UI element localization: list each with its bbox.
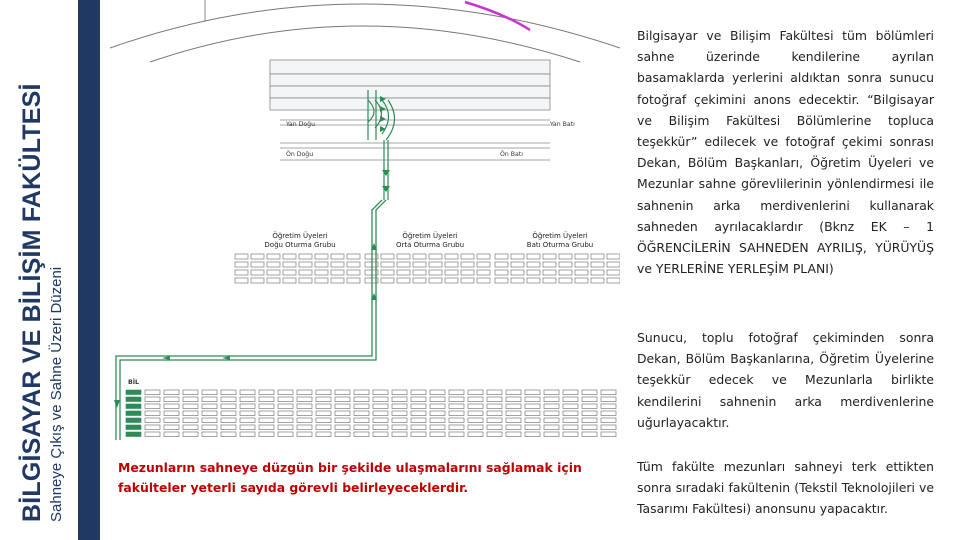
group-west-line1: Öğretim Üyeleri bbox=[532, 232, 588, 240]
group-east-line1: Öğretim Üyeleri bbox=[272, 232, 328, 240]
seat-block bbox=[164, 425, 179, 430]
seat-block bbox=[449, 404, 464, 409]
seat-block bbox=[506, 432, 521, 437]
seat-block bbox=[468, 390, 483, 395]
seat-block bbox=[607, 262, 620, 267]
seat-block bbox=[575, 254, 588, 259]
seat-block bbox=[297, 418, 312, 423]
seat-block bbox=[582, 411, 597, 416]
seat-block bbox=[299, 278, 312, 283]
group-west-line2: Batı Oturma Grubu bbox=[526, 241, 594, 249]
seat-block bbox=[278, 411, 293, 416]
seat-block bbox=[202, 411, 217, 416]
seat-block bbox=[373, 404, 388, 409]
label-yan-dogu: Yan Doğu bbox=[286, 121, 316, 128]
seat-block bbox=[543, 254, 556, 259]
seat-block bbox=[183, 397, 198, 402]
seat-block bbox=[582, 390, 597, 395]
paragraph-next-faculty: Tüm fakülte mezunları sahneyi terk ettikten sonra sıradaki fakültenin (Tekstil Teknolojileri ve Tasarımı Fakültesi) anonsunu yapacaktır. bbox=[637, 459, 934, 517]
staff-note: Mezunların sahneye düzgün bir şekilde ulaşmalarını sağlamak için fakülteler yeterli sayıda görevli belirleyeceklerdir. bbox=[118, 460, 582, 495]
seat-block bbox=[145, 411, 160, 416]
seat-block bbox=[240, 397, 255, 402]
seat-block bbox=[183, 418, 198, 423]
seat-block bbox=[449, 432, 464, 437]
seat-block bbox=[544, 418, 559, 423]
seat-block bbox=[381, 278, 394, 283]
seat-block bbox=[511, 270, 524, 275]
seat-block bbox=[267, 270, 280, 275]
seat-block bbox=[525, 411, 540, 416]
seat-block bbox=[221, 418, 236, 423]
seat-block bbox=[607, 278, 620, 283]
seat-block bbox=[235, 270, 248, 275]
seat-block bbox=[601, 397, 616, 402]
seat-block bbox=[316, 418, 331, 423]
seat-block bbox=[544, 432, 559, 437]
seat-block bbox=[297, 411, 312, 416]
seat-block bbox=[601, 418, 616, 423]
seat-block bbox=[392, 397, 407, 402]
seat-block bbox=[495, 270, 508, 275]
seat-block bbox=[575, 278, 588, 283]
seat-block bbox=[449, 418, 464, 423]
seat-block bbox=[259, 404, 274, 409]
page-subtitle: Sahneye Çıkış ve Sahne Üzeri Düzeni bbox=[48, 266, 65, 522]
seat-block bbox=[487, 404, 502, 409]
seat-block bbox=[477, 278, 490, 283]
seat-block bbox=[251, 270, 264, 275]
seat-block bbox=[183, 390, 198, 395]
seat-block bbox=[461, 262, 474, 267]
paragraph-thanks: Sunucu, toplu fotoğraf çekiminden sonra Dekan, Bölüm Başkanlarına, Öğretim Üyelerine teşekkür edecek ve Mezunlarla birlikte kendilerini sahnenin arka merdivenlerine uğurlayacaktır. bbox=[637, 330, 934, 430]
seat-block bbox=[487, 425, 502, 430]
seat-block bbox=[347, 270, 360, 275]
seat-block bbox=[240, 411, 255, 416]
seat-block bbox=[202, 397, 217, 402]
seat-block bbox=[582, 404, 597, 409]
seat-block bbox=[392, 418, 407, 423]
seat-block bbox=[373, 390, 388, 395]
seat-block bbox=[202, 418, 217, 423]
seat-block bbox=[335, 404, 350, 409]
seat-block bbox=[506, 397, 521, 402]
faculty-tag: BİL bbox=[128, 379, 139, 386]
seat-block bbox=[202, 425, 217, 430]
seat-block bbox=[373, 397, 388, 402]
seat-block bbox=[468, 418, 483, 423]
seat-block bbox=[430, 432, 445, 437]
seat-block bbox=[240, 404, 255, 409]
seat-block bbox=[468, 404, 483, 409]
seat-block bbox=[506, 390, 521, 395]
seat-block bbox=[413, 278, 426, 283]
faculty-title: BİLGİSAYAR VE BİLİŞİM FAKÜLTESİ bbox=[18, 83, 46, 522]
seat-block bbox=[316, 397, 331, 402]
seat-block bbox=[392, 411, 407, 416]
seat-block bbox=[449, 397, 464, 402]
seat-block bbox=[591, 262, 604, 267]
seat-block bbox=[164, 411, 179, 416]
seat-block bbox=[392, 425, 407, 430]
sidebar-accent-band bbox=[78, 0, 100, 540]
seat-block bbox=[477, 254, 490, 259]
seat-block bbox=[202, 404, 217, 409]
seat-block-faculty bbox=[126, 411, 141, 416]
seat-block bbox=[468, 432, 483, 437]
seat-block bbox=[183, 411, 198, 416]
seat-block bbox=[468, 425, 483, 430]
seat-block bbox=[445, 262, 458, 267]
seat-block bbox=[487, 418, 502, 423]
seat-block bbox=[354, 418, 369, 423]
seat-block bbox=[145, 425, 160, 430]
route-main-arrows bbox=[114, 243, 377, 408]
seat-block bbox=[607, 270, 620, 275]
seat-block bbox=[397, 254, 410, 259]
seat-block bbox=[575, 262, 588, 267]
paragraph-stage-photo: Bilgisayar ve Bilişim Fakültesi tüm bölümleri sahne üzerinde kendilerine ayrılan basamaklarda yerlerini aldıktan sonra sunucu fotoğraf çekimini anons edecektir. “Bilgisayar ve Bilişim Fakültesi Bölümlerine topluca teşekkür” edilecek ve fotoğraf çekimi sonrası Dekan, Bölüm Başkanları, Öğretim Üyeleri ve Mezunlar sahne görevlilerinin yönlendirmesi ile sahnenin arka merdivenlerini kullanarak sahneden ayrılacaklardır (Bknz EK – 1 ÖĞRENCİLERİN SAHNEDEN AYRILIŞ, YÜRÜYÜŞ ve YERLERİNE YERLEŞİM PLANI) bbox=[637, 28, 934, 277]
seat-block bbox=[468, 397, 483, 402]
seat-block bbox=[297, 425, 312, 430]
seat-block bbox=[331, 262, 344, 267]
seat-block bbox=[315, 270, 328, 275]
seat-block bbox=[461, 278, 474, 283]
seat-block bbox=[221, 425, 236, 430]
seat-block bbox=[563, 404, 578, 409]
label-on-dogu: Ön Doğu bbox=[286, 151, 314, 158]
seat-block bbox=[506, 418, 521, 423]
seat-block bbox=[183, 432, 198, 437]
seat-block bbox=[411, 425, 426, 430]
seat-block bbox=[297, 397, 312, 402]
group-mid-line2: Orta Oturma Grubu bbox=[395, 241, 465, 249]
seat-block bbox=[601, 411, 616, 416]
seat-block bbox=[331, 254, 344, 259]
seat-block bbox=[183, 404, 198, 409]
seat-block bbox=[164, 404, 179, 409]
seat-block bbox=[335, 425, 350, 430]
seat-block bbox=[315, 278, 328, 283]
seat-block bbox=[392, 390, 407, 395]
seat-block bbox=[506, 411, 521, 416]
stage-layout-diagram bbox=[110, 0, 620, 445]
seat-block bbox=[299, 270, 312, 275]
seat-block bbox=[607, 254, 620, 259]
seat-block bbox=[251, 262, 264, 267]
seat-block bbox=[145, 390, 160, 395]
seat-block bbox=[354, 411, 369, 416]
seat-block bbox=[525, 432, 540, 437]
seat-block bbox=[331, 278, 344, 283]
seat-block bbox=[278, 432, 293, 437]
seat-block bbox=[495, 278, 508, 283]
seat-block bbox=[430, 390, 445, 395]
seat-block bbox=[221, 397, 236, 402]
label-yan-bati: Yan Batı bbox=[550, 121, 575, 128]
seat-block bbox=[525, 418, 540, 423]
seat-block bbox=[544, 411, 559, 416]
seat-block bbox=[221, 390, 236, 395]
seat-block bbox=[601, 404, 616, 409]
seat-block bbox=[278, 425, 293, 430]
seat-block bbox=[511, 262, 524, 267]
seat-block bbox=[413, 254, 426, 259]
seat-block bbox=[235, 262, 248, 267]
seat-block bbox=[413, 262, 426, 267]
seat-block bbox=[445, 270, 458, 275]
seat-block bbox=[563, 418, 578, 423]
seat-block bbox=[221, 411, 236, 416]
seat-block bbox=[283, 270, 296, 275]
seating-lower bbox=[126, 390, 616, 437]
seat-block bbox=[316, 404, 331, 409]
group-mid-line1: Öğretim Üyeleri bbox=[402, 232, 458, 240]
seat-block bbox=[202, 432, 217, 437]
seat-block bbox=[267, 254, 280, 259]
seat-block bbox=[299, 254, 312, 259]
seat-block bbox=[525, 397, 540, 402]
seat-block bbox=[235, 278, 248, 283]
seat-block bbox=[145, 397, 160, 402]
seat-block bbox=[315, 262, 328, 267]
seat-block bbox=[430, 397, 445, 402]
seat-block bbox=[461, 270, 474, 275]
seat-block bbox=[259, 411, 274, 416]
seat-block bbox=[559, 254, 572, 259]
seat-block bbox=[240, 418, 255, 423]
seat-block bbox=[373, 432, 388, 437]
seat-block bbox=[164, 418, 179, 423]
seat-block bbox=[582, 418, 597, 423]
seat-block bbox=[381, 254, 394, 259]
seat-block bbox=[354, 397, 369, 402]
seat-block bbox=[259, 390, 274, 395]
seat-block bbox=[240, 432, 255, 437]
seat-block bbox=[411, 390, 426, 395]
group-east-line2: Doğu Oturma Grubu bbox=[264, 241, 336, 249]
seat-block bbox=[283, 262, 296, 267]
seat-block bbox=[392, 432, 407, 437]
seat-block bbox=[240, 390, 255, 395]
seat-block bbox=[543, 270, 556, 275]
seat-block bbox=[335, 411, 350, 416]
seat-block bbox=[544, 397, 559, 402]
stage-steps bbox=[270, 60, 550, 110]
seat-block bbox=[495, 254, 508, 259]
seat-block bbox=[397, 262, 410, 267]
seat-block bbox=[591, 270, 604, 275]
seat-block bbox=[315, 254, 328, 259]
seat-block bbox=[543, 278, 556, 283]
seat-block bbox=[582, 397, 597, 402]
seat-block bbox=[527, 270, 540, 275]
seat-block-faculty bbox=[126, 425, 141, 430]
seat-block bbox=[449, 425, 464, 430]
seat-block bbox=[278, 418, 293, 423]
seat-block bbox=[487, 390, 502, 395]
seat-block bbox=[259, 432, 274, 437]
seat-block bbox=[411, 418, 426, 423]
seat-block bbox=[429, 270, 442, 275]
seat-block bbox=[411, 411, 426, 416]
seat-block bbox=[544, 390, 559, 395]
seat-block bbox=[297, 404, 312, 409]
seat-block bbox=[477, 262, 490, 267]
seat-block bbox=[335, 432, 350, 437]
seat-block bbox=[477, 270, 490, 275]
seat-block-faculty bbox=[126, 390, 141, 395]
seat-block bbox=[235, 254, 248, 259]
sidebar bbox=[0, 0, 80, 540]
seat-block bbox=[267, 262, 280, 267]
seat-block bbox=[563, 397, 578, 402]
seat-block bbox=[221, 432, 236, 437]
seat-block bbox=[381, 262, 394, 267]
seat-block bbox=[525, 404, 540, 409]
seat-block bbox=[278, 390, 293, 395]
seat-block bbox=[347, 278, 360, 283]
seat-block bbox=[527, 278, 540, 283]
seat-block bbox=[316, 432, 331, 437]
seat-block bbox=[563, 432, 578, 437]
seat-block bbox=[511, 254, 524, 259]
seat-block-faculty bbox=[126, 404, 141, 409]
seat-block bbox=[392, 404, 407, 409]
seat-block bbox=[240, 425, 255, 430]
seat-block bbox=[202, 390, 217, 395]
seat-block bbox=[559, 278, 572, 283]
seat-block bbox=[259, 425, 274, 430]
seat-block bbox=[335, 418, 350, 423]
seat-block bbox=[354, 432, 369, 437]
seat-block bbox=[449, 390, 464, 395]
seat-block bbox=[267, 278, 280, 283]
seat-block bbox=[559, 262, 572, 267]
seat-block bbox=[251, 278, 264, 283]
seat-block bbox=[145, 404, 160, 409]
seat-block bbox=[461, 254, 474, 259]
seat-block bbox=[449, 411, 464, 416]
seat-block-faculty bbox=[126, 432, 141, 437]
seat-block bbox=[411, 404, 426, 409]
seat-block bbox=[563, 390, 578, 395]
seat-block bbox=[373, 425, 388, 430]
seat-block bbox=[335, 390, 350, 395]
seat-block bbox=[164, 390, 179, 395]
seat-block bbox=[297, 432, 312, 437]
seat-block bbox=[487, 411, 502, 416]
seat-block bbox=[511, 278, 524, 283]
seat-block bbox=[525, 390, 540, 395]
seat-block bbox=[316, 390, 331, 395]
seat-block bbox=[299, 262, 312, 267]
seat-block bbox=[563, 411, 578, 416]
seat-block bbox=[145, 418, 160, 423]
seat-block bbox=[601, 432, 616, 437]
seat-block bbox=[397, 278, 410, 283]
seating-upper bbox=[235, 254, 620, 283]
seat-block bbox=[278, 397, 293, 402]
seat-block bbox=[468, 411, 483, 416]
seat-block bbox=[373, 418, 388, 423]
seat-block bbox=[430, 418, 445, 423]
seat-block bbox=[297, 390, 312, 395]
seat-block bbox=[221, 404, 236, 409]
seat-block bbox=[278, 404, 293, 409]
seat-block bbox=[591, 254, 604, 259]
seat-block bbox=[544, 425, 559, 430]
seat-block bbox=[251, 254, 264, 259]
seat-block bbox=[525, 425, 540, 430]
seat-block bbox=[331, 270, 344, 275]
seat-block-faculty bbox=[126, 397, 141, 402]
seat-block bbox=[601, 390, 616, 395]
seat-block bbox=[354, 390, 369, 395]
seat-block bbox=[259, 397, 274, 402]
seat-block bbox=[543, 262, 556, 267]
seat-block bbox=[413, 270, 426, 275]
seat-block bbox=[429, 262, 442, 267]
seat-block bbox=[575, 270, 588, 275]
seat-block bbox=[544, 404, 559, 409]
seat-block bbox=[145, 432, 160, 437]
seat-block bbox=[506, 425, 521, 430]
seat-block bbox=[527, 254, 540, 259]
seat-block bbox=[430, 425, 445, 430]
seat-block bbox=[487, 432, 502, 437]
seat-block bbox=[445, 254, 458, 259]
seat-block bbox=[487, 397, 502, 402]
seat-block bbox=[316, 425, 331, 430]
seat-block bbox=[601, 425, 616, 430]
seat-block bbox=[429, 278, 442, 283]
seat-block bbox=[527, 262, 540, 267]
label-on-bati: Ön Batı bbox=[500, 151, 523, 158]
seat-block bbox=[445, 278, 458, 283]
seat-block bbox=[354, 425, 369, 430]
seat-block bbox=[283, 254, 296, 259]
seat-block bbox=[347, 254, 360, 259]
seat-block bbox=[164, 397, 179, 402]
seat-block bbox=[559, 270, 572, 275]
seat-block bbox=[495, 262, 508, 267]
seat-block bbox=[411, 432, 426, 437]
seat-block bbox=[429, 254, 442, 259]
seat-block bbox=[381, 270, 394, 275]
seat-block bbox=[430, 411, 445, 416]
seat-block bbox=[582, 425, 597, 430]
seat-block-faculty bbox=[126, 418, 141, 423]
seat-block bbox=[354, 404, 369, 409]
seat-block bbox=[347, 262, 360, 267]
seat-block bbox=[335, 397, 350, 402]
seat-block bbox=[283, 278, 296, 283]
seat-block bbox=[259, 418, 274, 423]
seat-block bbox=[183, 425, 198, 430]
seat-block bbox=[164, 432, 179, 437]
seat-block bbox=[506, 404, 521, 409]
seat-block bbox=[563, 425, 578, 430]
seat-block bbox=[397, 270, 410, 275]
seat-block bbox=[373, 411, 388, 416]
seat-block bbox=[582, 432, 597, 437]
seat-block bbox=[411, 397, 426, 402]
stage-inner-arc bbox=[150, 26, 580, 62]
seat-block bbox=[430, 404, 445, 409]
seat-block bbox=[316, 411, 331, 416]
seat-block bbox=[591, 278, 604, 283]
